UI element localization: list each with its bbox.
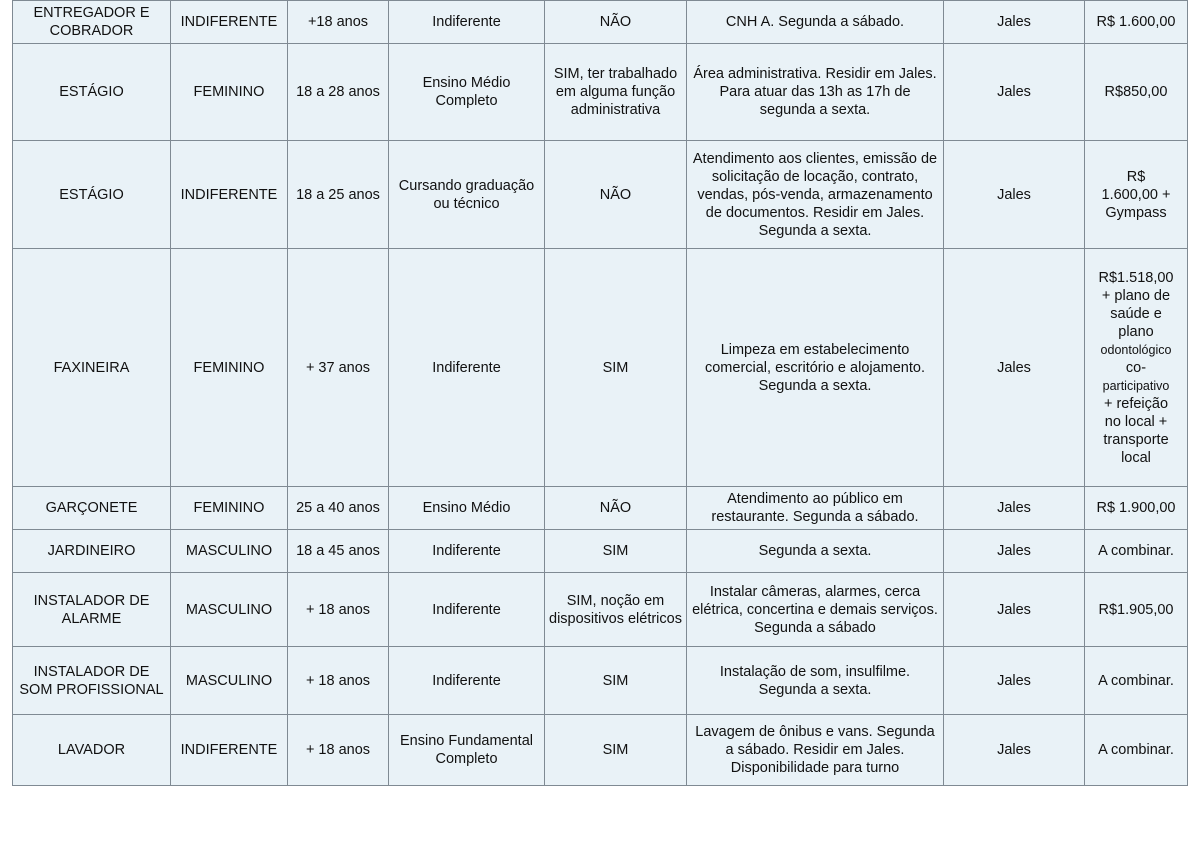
cell-descricao: CNH A. Segunda a sábado. [687, 1, 944, 44]
cell-vaga: ESTÁGIO [13, 44, 171, 141]
cell-sexo: INDIFERENTE [171, 141, 288, 249]
table-body [13, 1, 1188, 786]
cell-escolaridade: Ensino Médio Completo [389, 44, 545, 141]
cell-sexo: INDIFERENTE [171, 715, 288, 786]
cell-sexo: MASCULINO [171, 647, 288, 715]
salary-line: R$ 1.900,00 [1096, 500, 1176, 516]
cell-descricao: Segunda a sexta. [687, 530, 944, 573]
table-row [13, 44, 1188, 141]
cell-experiencia: NÃO [545, 487, 687, 530]
cell-escolaridade: Indiferente [389, 530, 545, 573]
cell-idade: 18 a 25 anos [288, 141, 389, 249]
salary-line: R$ 1.600,00 [1096, 14, 1176, 30]
cell-salario [1085, 573, 1188, 647]
table-row [13, 715, 1188, 786]
cell-experiencia: NÃO [545, 141, 687, 249]
salary-line: plano [1118, 323, 1154, 340]
salary-line: odontológico [1100, 342, 1172, 357]
cell-idade: + 37 anos [288, 249, 389, 487]
cell-escolaridade: Cursando graduação ou técnico [389, 141, 545, 249]
cell-idade: +18 anos [288, 1, 389, 44]
salary-line: R$1.905,00 [1098, 601, 1174, 618]
cell-salario [1085, 249, 1188, 487]
cell-escolaridade: Indiferente [389, 249, 545, 487]
cell-escolaridade: Indiferente [389, 647, 545, 715]
cell-idade: + 18 anos [288, 715, 389, 786]
cell-escolaridade: Ensino Fundamental Completo [389, 715, 545, 786]
cell-sexo: FEMININO [171, 44, 288, 141]
table-row [13, 530, 1188, 573]
table-row [13, 1, 1188, 44]
cell-experiencia: NÃO [545, 1, 687, 44]
table-row [13, 249, 1188, 487]
salary-line: 1.600,00 + [1101, 186, 1171, 203]
cell-cidade: Jales [944, 487, 1085, 530]
table-row [13, 487, 1188, 530]
cell-descricao: Atendimento ao público em restaurante. Segunda a sábado. [687, 487, 944, 530]
cell-experiencia: SIM [545, 715, 687, 786]
cell-idade: 18 a 28 anos [288, 44, 389, 141]
cell-experiencia: SIM [545, 249, 687, 487]
job-listings-table [12, 0, 1188, 786]
cell-descricao: Limpeza em estabelecimento comercial, escritório e alojamento. Segunda a sexta. [687, 249, 944, 487]
cell-salario [1085, 1, 1188, 44]
cell-salario [1085, 715, 1188, 786]
cell-escolaridade: Indiferente [389, 1, 545, 44]
table-row [13, 647, 1188, 715]
cell-escolaridade: Indiferente [389, 573, 545, 647]
cell-sexo: FEMININO [171, 249, 288, 487]
cell-salario [1085, 647, 1188, 715]
salary-line: co- [1125, 359, 1147, 376]
cell-descricao: Instalação de som, insulfilme. Segunda a sexta. [687, 647, 944, 715]
cell-idade: 18 a 45 anos [288, 530, 389, 573]
cell-cidade: Jales [944, 249, 1085, 487]
cell-salario [1085, 44, 1188, 141]
cell-cidade: Jales [944, 715, 1085, 786]
cell-vaga: ESTÁGIO [13, 141, 171, 249]
salary-line: participativo [1102, 378, 1170, 393]
cell-experiencia: SIM [545, 647, 687, 715]
cell-vaga: INSTALADOR DE SOM PROFISSIONAL [13, 647, 171, 715]
salary-line: Gympass [1105, 204, 1167, 221]
cell-sexo: MASCULINO [171, 573, 288, 647]
cell-cidade: Jales [944, 647, 1085, 715]
cell-cidade: Jales [944, 1, 1085, 44]
cell-descricao: Lavagem de ônibus e vans. Segunda a sábado. Residir em Jales. Disponibilidade para turno [687, 715, 944, 786]
salary-line: R$ [1126, 168, 1146, 185]
cell-salario [1085, 487, 1188, 530]
cell-sexo: MASCULINO [171, 530, 288, 573]
cell-cidade: Jales [944, 44, 1085, 141]
cell-idade: + 18 anos [288, 573, 389, 647]
cell-vaga: GARÇONETE [13, 487, 171, 530]
cell-vaga: INSTALADOR DE ALARME [13, 573, 171, 647]
cell-sexo: INDIFERENTE [171, 1, 288, 44]
cell-vaga: ENTREGADOR E COBRADOR [13, 1, 171, 44]
cell-vaga: JARDINEIRO [13, 530, 171, 573]
cell-idade: + 18 anos [288, 647, 389, 715]
table-row [13, 141, 1188, 249]
cell-idade: 25 a 40 anos [288, 487, 389, 530]
table-row [13, 573, 1188, 647]
salary-line: R$1.518,00 [1098, 269, 1174, 286]
cell-descricao: Atendimento aos clientes, emissão de solicitação de locação, contrato, vendas, pós-venda, armazenamento de documentos. Residir em Jales. Segunda a sexta. [687, 141, 944, 249]
salary-line: saúde e [1110, 305, 1162, 322]
cell-salario [1085, 141, 1188, 249]
salary-line: A combinar. [1098, 672, 1174, 689]
cell-sexo: FEMININO [171, 487, 288, 530]
salary-line: local [1121, 449, 1151, 466]
cell-experiencia: SIM, noção em dispositivos elétricos [545, 573, 687, 647]
salary-line: no local + [1104, 413, 1168, 430]
cell-descricao: Área administrativa. Residir em Jales. Para atuar das 13h as 17h de segunda a sexta. [687, 44, 944, 141]
salary-line: transporte [1103, 431, 1169, 448]
cell-experiencia: SIM, ter trabalhado em alguma função administrativa [545, 44, 687, 141]
cell-cidade: Jales [944, 573, 1085, 647]
salary-line: + refeição [1103, 395, 1169, 412]
cell-experiencia: SIM [545, 530, 687, 573]
cell-salario [1085, 530, 1188, 573]
salary-line: A combinar. [1098, 543, 1174, 559]
cell-descricao: Instalar câmeras, alarmes, cerca elétrica, concertina e demais serviços. Segunda a sábado [687, 573, 944, 647]
cell-escolaridade: Ensino Médio [389, 487, 545, 530]
cell-cidade: Jales [944, 530, 1085, 573]
cell-vaga: FAXINEIRA [13, 249, 171, 487]
cell-vaga: LAVADOR [13, 715, 171, 786]
salary-line: A combinar. [1098, 742, 1174, 758]
cell-cidade: Jales [944, 141, 1085, 249]
salary-line: R$850,00 [1104, 84, 1168, 100]
salary-line: + plano de [1101, 287, 1171, 304]
